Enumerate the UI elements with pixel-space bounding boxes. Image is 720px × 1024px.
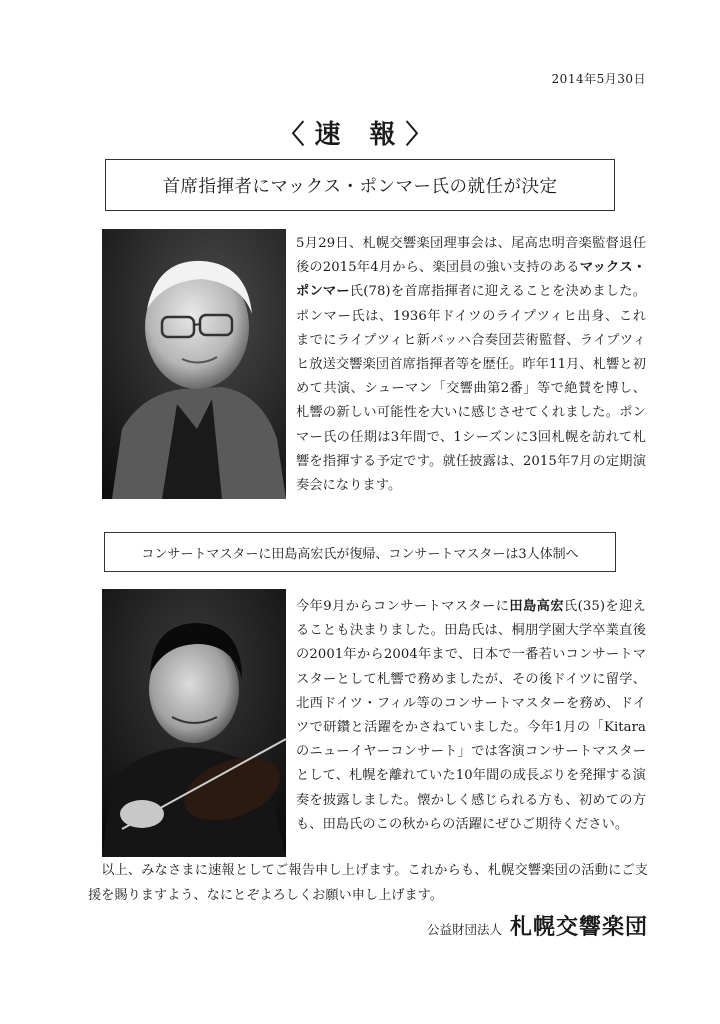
concertmaster-photo [102,589,286,857]
conductor-photo [102,229,286,499]
document-date: 2014年5月30日 [551,72,646,86]
article2-heading-box [104,532,616,572]
conductor-name: マックス・ポンマー [296,260,647,300]
organization-signature [427,910,648,941]
article2-heading: コンサートマスターに田島高宏氏が復帰、コンサートマスターは3人体制へ [141,546,579,562]
organization-prefix: 公益財団法人 [426,922,502,937]
article2-body: 今年9月からコンサートマスターに田島高宏氏(35)を迎えることも決まりました。田島氏は、桐朋学園大学卒業直後の2001年から2004年まで、日本で一番若いコンサートマスターとして札響で務めましたが、その後ドイツに留学、北西ドイツ・フィル等のコンサートマスターを務め、ドイツで研鑽と活躍をかさねていました。今年1月の「Kitaraのニューイヤーコンサート」では客演コンサートマスターとして、札幌を離れていた10年間の成長ぶりを発揮する演奏を披露しました。懐かしく感じられる方も、初めての方も、田島氏のこの秋からの活躍にぜひご期待ください。 [296,599,646,832]
organization-name: 札幌交響楽団 [509,914,648,940]
headline: 〈速 報〉 [278,120,442,150]
article1-body: 5月29日、札幌交響楽団理事会は、尾高忠明音楽監督退任後の2015年4月から、楽団員の強い支持のあるマックス・ポンマー氏(78)を首席指揮者に迎えることを決めました。ポンマー氏は、1936年ドイツのライプツィヒ出身、これまでにライプツィヒ新バッハ合奏団芸術監督、ライプツィヒ放送交響楽団首席指揮者等を歴任。昨年11月、札響と初めて共演、シューマン「交響曲第2番」等で絶賛を博し、札響の新しい可能性を大いに感じさせてくれました。ポンマー氏の任期は3年間で、1シーズンに3回札幌を訪れて札響を指揮する予定です。就任披露は、2015年7月の定期演奏会になります。 [296,236,647,494]
article1-heading-box [105,159,615,211]
closing-text: 以上、みなさまに速報としてご報告申し上げます。これからも、札幌交響楽団の活動にご支援を賜りますよう、なにとぞよろしくお願い申し上げます。 [88,863,648,903]
article1-heading: 首席指揮者にマックス・ポンマー氏の就任が決定 [162,176,558,197]
concertmaster-name: 田島高宏 [509,599,564,614]
